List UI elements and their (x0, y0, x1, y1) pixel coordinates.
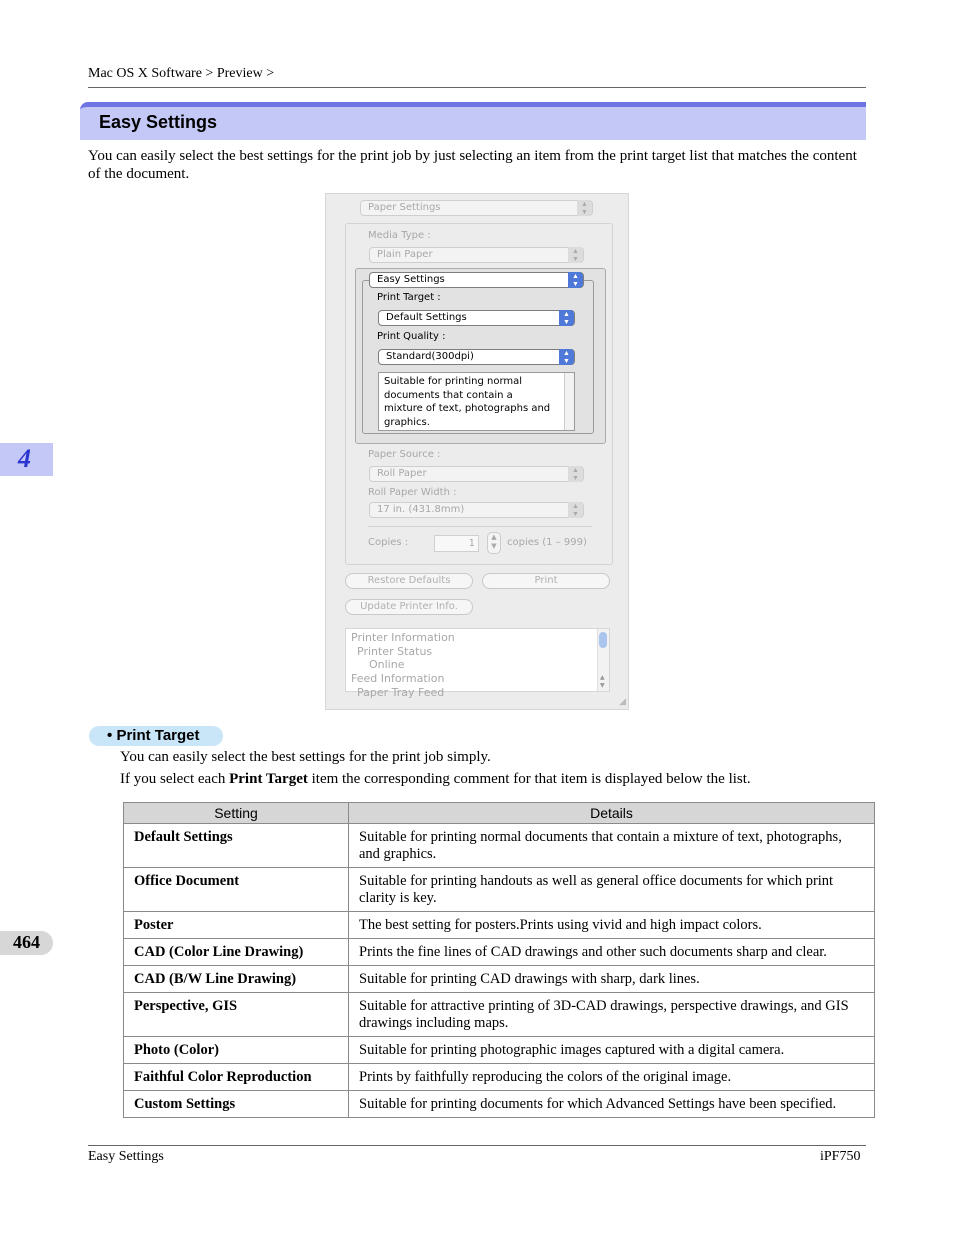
paper-settings-popup[interactable] (360, 200, 593, 216)
update-printer-info-button[interactable]: Update Printer Info. (345, 599, 473, 615)
table-row (124, 824, 875, 868)
details-cell: The best setting for posters.Prints using vivid and high impact colors. (349, 912, 875, 939)
print-target-heading (107, 727, 200, 744)
details-cell: Suitable for printing photographic images captured with a digital camera. (349, 1037, 875, 1064)
table-row (124, 912, 875, 939)
breadcrumb: Mac OS X Software > Preview > (88, 66, 275, 81)
updown-arrows-icon: ▲ ▼ (568, 502, 583, 518)
setting-cell: Faithful Color Reproduction (124, 1064, 349, 1091)
table-row (124, 1091, 875, 1118)
print-target-para-2 (120, 771, 751, 788)
mode-popup[interactable] (369, 272, 584, 288)
media-type-label: Media Type : (368, 230, 431, 241)
updown-arrows-icon: ▲ ▼ (559, 349, 574, 365)
paper-source-popup[interactable] (369, 466, 584, 482)
footer-rule (88, 1145, 866, 1146)
media-type-popup[interactable] (369, 247, 584, 263)
roll-width-value: 17 in. (431.8mm) (377, 504, 465, 515)
intro-paragraph: You can easily select the best settings for the print job by just selecting an item from the print target list that matches the content of the document. (88, 148, 857, 182)
resize-grip-icon[interactable]: ◢ (619, 697, 626, 707)
separator (368, 526, 592, 527)
setting-cell: Default Settings (124, 824, 349, 868)
print-target-value: Default Settings (386, 312, 467, 323)
header-rule (88, 87, 866, 88)
details-cell: Prints by faithfully reproducing the colors of the original image. (349, 1064, 875, 1091)
print-button[interactable]: Print (482, 573, 610, 589)
media-type-value: Plain Paper (377, 249, 433, 260)
footer-model-name: iPF750 (820, 1149, 861, 1164)
roll-width-popup[interactable] (369, 502, 584, 518)
paper-source-label: Paper Source : (368, 449, 441, 460)
print-quality-popup[interactable] (378, 349, 575, 365)
setting-cell: Office Document (124, 868, 349, 912)
column-header-details: Details (349, 803, 875, 824)
setting-cell: Custom Settings (124, 1091, 349, 1118)
updown-arrows-icon: ▲ ▼ (568, 466, 583, 482)
details-cell: Suitable for printing handouts as well as general office documents for which print clarity is key. (349, 868, 875, 912)
para2-bold: Print Target (229, 771, 308, 787)
info-line: Printer Information (351, 631, 455, 644)
section-title: Easy Settings (99, 112, 218, 132)
print-target-popup[interactable] (378, 310, 575, 326)
paper-source-value: Roll Paper (377, 468, 427, 479)
print-quality-label: Print Quality : (377, 331, 446, 342)
description-line: Suitable for printing normal (384, 376, 523, 387)
updown-arrows-icon: ▲ ▼ (568, 272, 583, 288)
info-scrollbar[interactable] (597, 629, 609, 691)
setting-cell: Photo (Color) (124, 1037, 349, 1064)
mode-value: Easy Settings (377, 274, 445, 285)
print-target-heading-text: Print Target (116, 727, 200, 744)
info-line: Feed Information (351, 672, 445, 686)
setting-cell: CAD (Color Line Drawing) (124, 939, 349, 966)
copies-stepper[interactable]: ▲ ▼ (487, 532, 501, 554)
description-line: documents that contain a (384, 389, 513, 401)
details-cell: Suitable for attractive printing of 3D-CAD drawings, perspective drawings, and GIS drawings including maps. (349, 993, 875, 1037)
description-line: mixture of text, photographs and (384, 403, 551, 414)
print-target-table (123, 802, 875, 1118)
copies-range: copies (1 – 999) (507, 537, 587, 548)
page-number: 464 (13, 932, 40, 952)
printer-info-list[interactable] (345, 628, 610, 699)
description-text (384, 375, 550, 429)
footer-section-name: Easy Settings (88, 1149, 164, 1164)
updown-arrows-icon: ▲ ▼ (568, 247, 583, 263)
info-line: Printer Status (357, 644, 433, 658)
description-box (378, 372, 575, 431)
table-row (124, 1037, 875, 1064)
scroll-arrows-icon[interactable]: ▲ ▼ (600, 674, 605, 689)
details-cell: Suitable for printing documents for which Advanced Settings have been specified. (349, 1091, 875, 1118)
printer-info-text (351, 631, 455, 700)
description-scrollbar[interactable] (564, 373, 574, 430)
print-settings-dialog (325, 193, 629, 710)
print-target-label: Print Target : (377, 292, 441, 303)
restore-defaults-button[interactable]: Restore Defaults (345, 573, 473, 589)
table-row (124, 939, 875, 966)
print-target-para-1: You can easily select the best settings for the print job simply. (120, 749, 491, 765)
paper-settings-label: Paper Settings (368, 202, 441, 213)
bullet: • (107, 727, 113, 744)
table-row (124, 966, 875, 993)
table-header-row (124, 803, 875, 824)
info-line: Paper Tray Feed (357, 685, 445, 699)
chapter-number: 4 (18, 444, 31, 473)
setting-cell: Poster (124, 912, 349, 939)
info-line: Online (369, 658, 405, 672)
description-line: graphics. (384, 416, 430, 428)
setting-cell: CAD (B/W Line Drawing) (124, 966, 349, 993)
details-cell: Prints the fine lines of CAD drawings and other such documents sharp and clear. (349, 939, 875, 966)
copies-label: Copies : (368, 537, 409, 548)
roll-width-label: Roll Paper Width : (368, 487, 457, 498)
details-cell: Suitable for printing CAD drawings with sharp, dark lines. (349, 966, 875, 993)
table-row (124, 993, 875, 1037)
print-quality-value: Standard(300dpi) (386, 351, 474, 362)
column-header-setting: Setting (124, 803, 349, 824)
table-row (124, 1064, 875, 1091)
copies-field[interactable] (434, 535, 479, 552)
details-cell: Suitable for printing normal documents that contain a mixture of text, photographs, and graphics. (349, 824, 875, 868)
updown-arrows-icon: ▲ ▼ (577, 200, 592, 216)
para2-post: item the corresponding comment for that item is displayed below the list. (307, 771, 751, 787)
setting-cell: Perspective, GIS (124, 993, 349, 1037)
copies-value: 1 (468, 538, 475, 549)
scroll-thumb[interactable] (599, 632, 607, 648)
updown-arrows-icon: ▲ ▼ (559, 310, 574, 326)
para2-pre: If you select each (120, 771, 230, 787)
table-row (124, 868, 875, 912)
